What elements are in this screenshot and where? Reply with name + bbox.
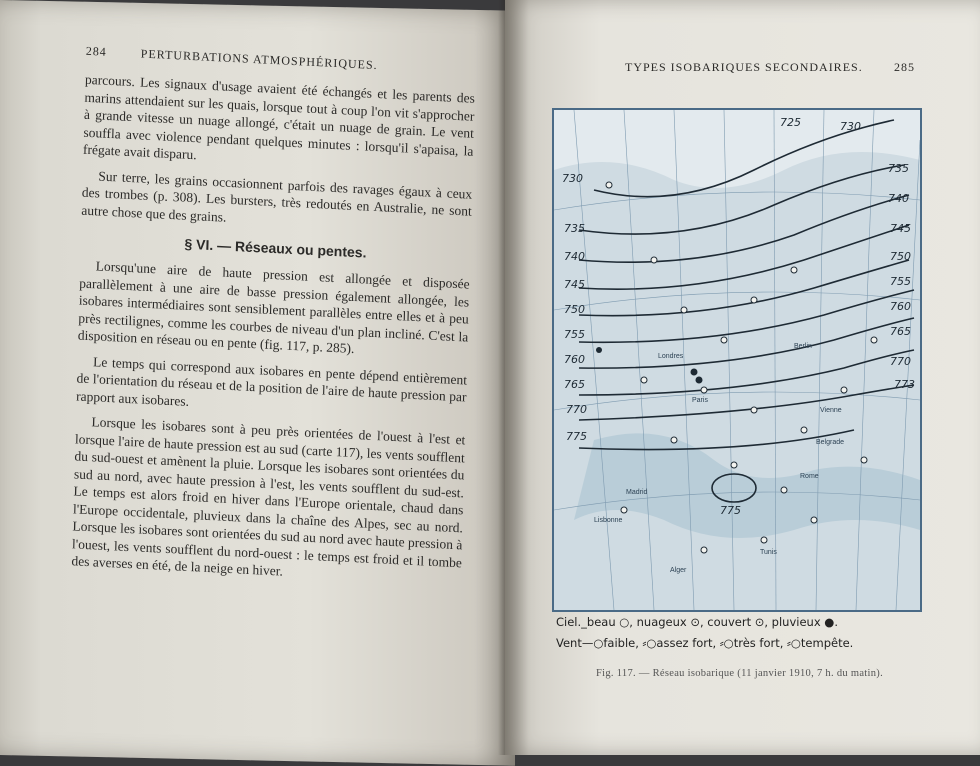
paragraph: parcours. Les signaux d'usage avaient été échangés et les parents des marins attendaient sur les quais, lorsque tout à coup l'on vit s'approcher à grande vitesse un nuage allongé, c'était un nuage de grain. Le vent souffla avec violence pendant quelques minutes : lorsqu'il s'apaisa, la frégate avait disparu. bbox=[82, 71, 476, 163]
isobar-label: 773 bbox=[894, 378, 915, 391]
city-label: Tunis bbox=[760, 549, 777, 556]
isobar-map-svg bbox=[554, 110, 920, 610]
isobar-label: 760 bbox=[890, 300, 911, 313]
city-label: Paris bbox=[692, 397, 708, 404]
isobar-label: 765 bbox=[890, 325, 911, 338]
city-label: Alger bbox=[670, 567, 687, 574]
isobar-label: 755 bbox=[564, 328, 585, 341]
city-label: Madrid bbox=[626, 489, 648, 496]
paragraph: Lorsqu'une aire de haute pression est allongée et disposée parallèlement à une aire de basse pression également allongée, les isobares intermédiaires sont sensiblement parallèles entre elles et à peu près rectilignes, comme les courbes de niveau d'un plan incliné. C'est la disposition en réseau ou en pente (fig. 117, p. 285). bbox=[77, 258, 470, 357]
city-label: Lisbonne bbox=[594, 517, 623, 524]
isobar-label: 760 bbox=[564, 353, 585, 366]
map-legend bbox=[556, 612, 936, 654]
isobar-label: 740 bbox=[888, 192, 909, 205]
section-title: § VI. — Réseaux ou pentes. bbox=[184, 235, 367, 261]
isobar-label: 745 bbox=[564, 278, 585, 291]
isobar-label: 750 bbox=[564, 303, 585, 316]
city-label: Vienne bbox=[820, 407, 842, 414]
city-label: Belgrade bbox=[816, 439, 845, 446]
left-page-text bbox=[71, 44, 476, 597]
isobar-label: 745 bbox=[890, 222, 911, 235]
isobar-label: 775 bbox=[566, 430, 587, 443]
right-running-head bbox=[625, 60, 915, 75]
isobar-label: 755 bbox=[890, 275, 911, 288]
paragraph: Le temps qui correspond aux isobares en pente dépend entièrement de l'orientation du réseau et de la position de l'aire de haute pression par rapport aux isobares. bbox=[75, 353, 468, 409]
legend-wind: Vent—○faible, ⸗○assez fort, ⸗○très fort, ⸗○tempête. bbox=[556, 636, 854, 650]
isobar-map bbox=[552, 108, 922, 612]
right-running-title: TYPES ISOBARIQUES SECONDAIRES. bbox=[625, 60, 863, 74]
city-label: Berlin bbox=[794, 343, 812, 350]
isobar-label: 740 bbox=[564, 250, 585, 263]
figure-caption: Fig. 117. — Réseau isobarique (11 janvier 1910, 7 h. du matin). bbox=[596, 668, 883, 679]
right-page-number: 285 bbox=[894, 60, 915, 74]
isobar-label: 735 bbox=[888, 162, 909, 175]
paragraph: Lorsque les isobares sont à peu près orientées de l'ouest à l'est et lorsque l'aire de haute pression est au sud (carte 117), les vents soufflent du sud-ouest et amènent la pluie. Lorsque les isobares sont orientées du sud au nord, avec haute pression à l'est, les vents soufflent du sud-est. Le temps est alors froid en hiver dans l'Europe orientale, chaud dans l'Europe occidentale, pluvieux dans la chaîne des Alpes, sec au nord. Lorsque les isobares sont orientées du sud au nord avec haute pression à l'ouest, les vents soufflent du nord-ouest : le temps est froid et il tombe des averses en été, de la neige en hiver. bbox=[71, 414, 466, 579]
isobar-label: 765 bbox=[564, 378, 585, 391]
left-page-number: 284 bbox=[85, 43, 107, 59]
isobar-label: 770 bbox=[566, 403, 587, 416]
left-running-title: PERTURBATIONS ATMOSPHÉRIQUES. bbox=[140, 46, 378, 73]
land-mass bbox=[554, 152, 920, 610]
isobar-label-center: 775 bbox=[720, 504, 741, 517]
isobar-label: 750 bbox=[890, 250, 911, 263]
isobar-label: 770 bbox=[890, 355, 911, 368]
legend-sky: Ciel._beau ○, nuageux ⊙, couvert ⊙, pluvieux ●. bbox=[556, 615, 838, 629]
isobar-label: 730 bbox=[562, 172, 583, 185]
isobar-label: 725 bbox=[780, 116, 801, 129]
paragraph: Sur terre, les grains occasionnent parfois des ravages égaux à ceux des trombes (p. 308). Les bursters, très redoutés en Australie, ne sont autre chose que des grains. bbox=[81, 167, 473, 225]
city-label: Rome bbox=[800, 473, 819, 480]
city-label: Londres bbox=[658, 353, 684, 360]
isobar-label: 730 bbox=[840, 120, 861, 133]
isobar-label: 735 bbox=[564, 222, 585, 235]
